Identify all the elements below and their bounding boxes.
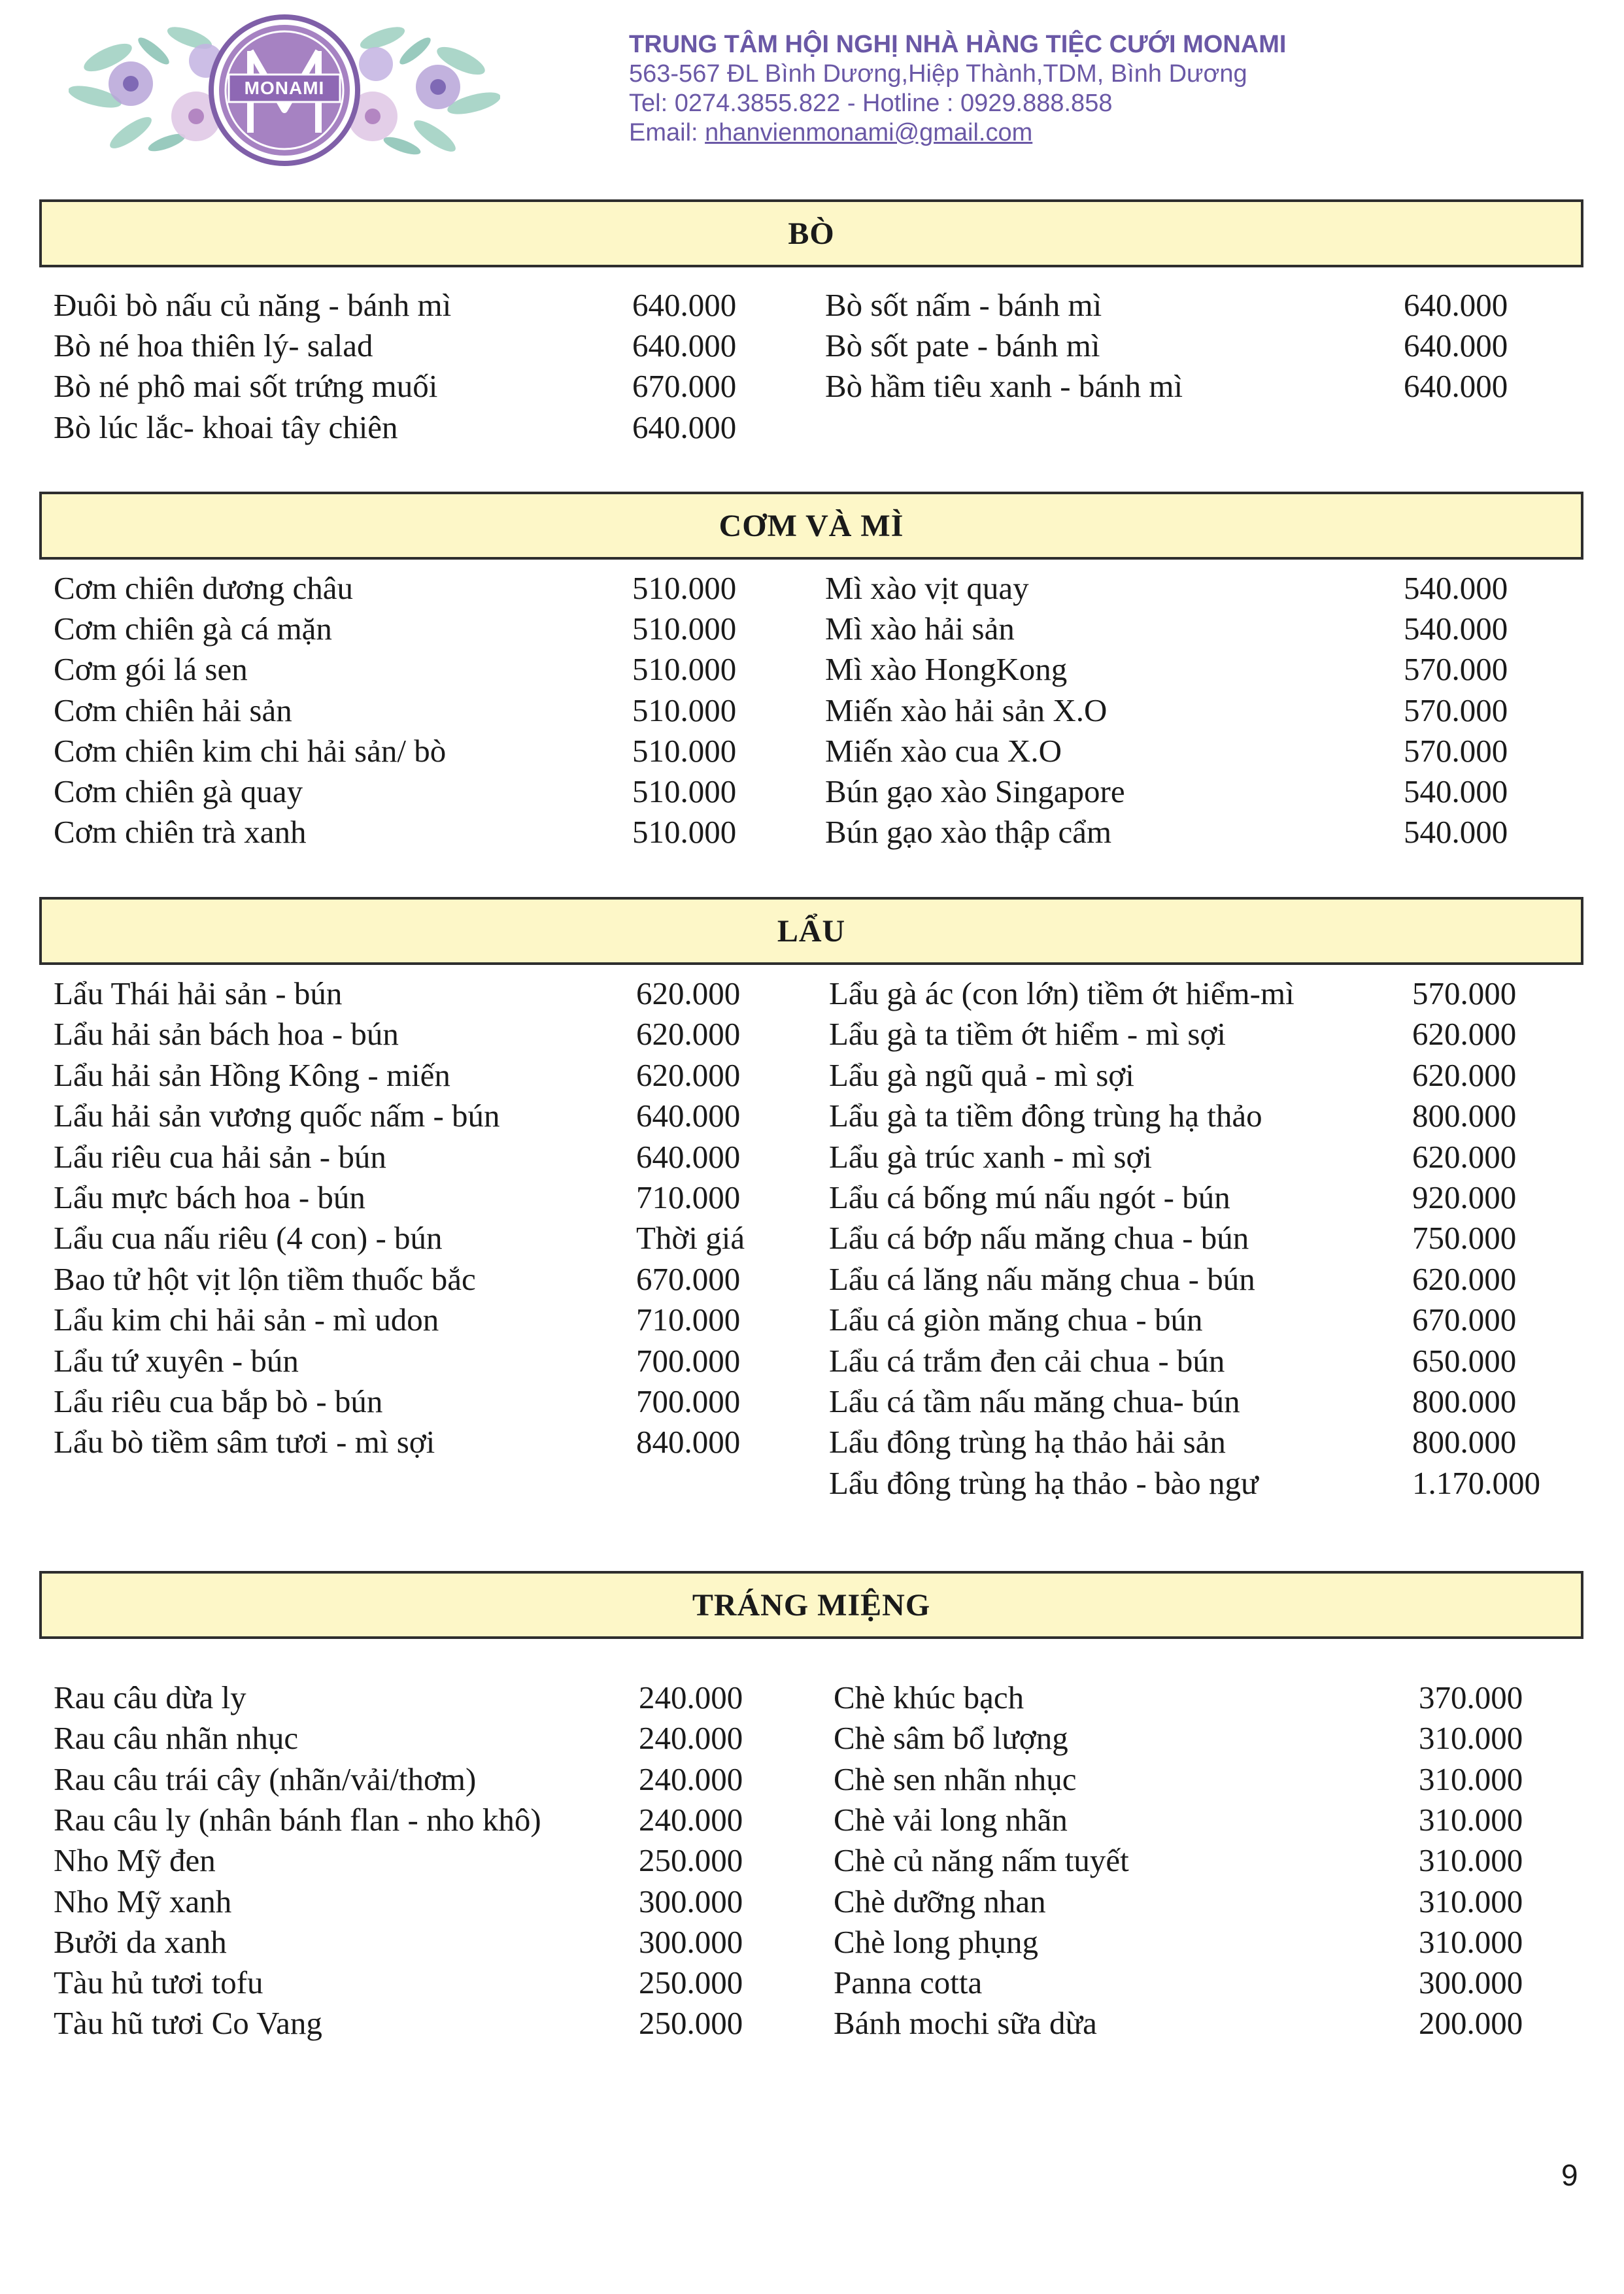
menu-item-name: Bao tử hột vịt lộn tiềm thuốc bắc (54, 1261, 476, 1297)
menu-item-price: 700.000 (636, 1383, 741, 1419)
menu-item-name: Lẩu cá trắm đen cải chua - bún (829, 1343, 1225, 1379)
menu-item-price: 920.000 (1412, 1179, 1517, 1215)
email-link[interactable]: nhanvienmonami@gmail.com (705, 119, 1033, 146)
menu-item-price: 620.000 (1412, 1139, 1517, 1175)
menu-item-name: Bò hầm tiêu xanh - bánh mì (825, 368, 1183, 404)
menu-item-name: Bưởi da xanh (54, 1924, 227, 1960)
menu-item-price: 570.000 (1404, 733, 1508, 769)
menu-item-price: 310.000 (1419, 1883, 1523, 1919)
menu-item-name: Bò sốt pate - bánh mì (825, 328, 1100, 363)
menu-item-name: Lẩu hải sản vương quốc nấm - bún (54, 1098, 500, 1134)
menu-item-name: Panna cotta (834, 1965, 983, 2000)
menu-item-price: 710.000 (636, 1302, 741, 1338)
section-banner-lau: LẨU (39, 897, 1583, 965)
menu-item-name: Lẩu cá giòn măng chua - bún (829, 1302, 1203, 1338)
menu-item-name: Mì xào HongKong (825, 651, 1068, 687)
menu-item-price: 670.000 (1412, 1302, 1517, 1338)
menu-item-name: Tàu hũ tươi Co Vang (54, 2005, 322, 2041)
menu-item-price: 310.000 (1419, 1802, 1523, 1838)
page-number: 9 (1561, 2158, 1578, 2192)
menu-item-name: Lẩu hải sản Hồng Kông - miến (54, 1057, 450, 1093)
menu-item-name: Lẩu cá bớp nấu măng chua - bún (829, 1220, 1249, 1256)
menu-item-price: 800.000 (1412, 1424, 1517, 1460)
menu-item-name: Lẩu đông trùng hạ thảo hải sản (829, 1424, 1226, 1460)
menu-item-price: 310.000 (1419, 1842, 1523, 1878)
menu-item-name: Lẩu mực bách hoa - bún (54, 1179, 365, 1215)
section-banner-com-va-mi: CƠM VÀ MÌ (39, 492, 1583, 560)
menu-item-name: Chè sâm bổ lượng (834, 1720, 1068, 1756)
menu-item-name: Chè khúc bạch (834, 1679, 1024, 1715)
menu-item-price: 620.000 (636, 1016, 741, 1052)
menu-item-price: 540.000 (1404, 611, 1508, 647)
menu-item-price: 640.000 (1404, 287, 1508, 323)
menu-item-price: 200.000 (1419, 2005, 1523, 2041)
menu-item-price: 300.000 (1419, 1965, 1523, 2000)
menu-item-name: Lẩu đông trùng hạ thảo - bào ngư (829, 1465, 1259, 1501)
menu-item-price: 510.000 (632, 773, 737, 809)
menu-item-price: 240.000 (639, 1802, 743, 1838)
menu-item-price: 640.000 (1404, 368, 1508, 404)
menu-item-name: Lẩu bò tiềm sâm tươi - mì sợi (54, 1424, 435, 1460)
logo-text: MONAMI (244, 78, 325, 98)
menu-item-name: Lẩu gà ta tiềm ớt hiểm - mì sợi (829, 1016, 1226, 1052)
menu-item-name: Miến xào cua X.O (825, 733, 1062, 769)
menu-item-name: Bò né hoa thiên lý- salad (54, 328, 373, 363)
menu-item-name: Chè vải long nhãn (834, 1802, 1068, 1838)
menu-item-price: 250.000 (639, 2005, 743, 2041)
menu-item-name: Lẩu cá bống mú nấu ngót - bún (829, 1179, 1230, 1215)
menu-item-name: Miến xào hải sản X.O (825, 692, 1108, 728)
menu-item-name: Lẩu gà trúc xanh - mì sợi (829, 1139, 1152, 1175)
menu-item-name: Lẩu tứ xuyên - bún (54, 1343, 299, 1379)
menu-item-price: 310.000 (1419, 1761, 1523, 1797)
menu-item-price: 570.000 (1404, 692, 1508, 728)
menu-item-name: Lẩu gà ác (con lớn) tiềm ớt hiểm-mì (829, 975, 1294, 1011)
menu-item-name: Mì xào hải sản (825, 611, 1015, 647)
menu-item-price: 570.000 (1412, 975, 1517, 1011)
menu-item-price: 650.000 (1412, 1343, 1517, 1379)
menu-item-price: 840.000 (636, 1424, 741, 1460)
menu-item-name: Lẩu cá lăng nấu măng chua - bún (829, 1261, 1255, 1297)
menu-item-name: Nho Mỹ đen (54, 1842, 216, 1878)
menu-item-price: 240.000 (639, 1761, 743, 1797)
menu-item-name: Bún gạo xào thập cẩm (825, 814, 1112, 850)
menu-item-name: Chè củ năng nấm tuyết (834, 1842, 1129, 1878)
menu-item-name: Chè dưỡng nhan (834, 1883, 1046, 1919)
menu-item-name: Đuôi bò nấu củ năng - bánh mì (54, 287, 452, 323)
menu-item-name: Rau câu trái cây (nhãn/vải/thơm) (54, 1761, 477, 1797)
venue-email-line (629, 118, 1286, 148)
menu-item-price: 300.000 (639, 1924, 743, 1960)
section-banner-bo: BÒ (39, 199, 1583, 267)
menu-item-price: 1.170.000 (1412, 1465, 1540, 1501)
menu-item-price: 700.000 (636, 1343, 741, 1379)
menu-item-name: Lẩu riêu cua bắp bò - bún (54, 1383, 383, 1419)
menu-item-price: 310.000 (1419, 1720, 1523, 1756)
menu-item-price: 670.000 (632, 368, 737, 404)
menu-item-name: Rau câu nhãn nhục (54, 1720, 299, 1756)
menu-item-name: Cơm chiên dương châu (54, 570, 354, 606)
menu-item-name: Lẩu gà ngũ quả - mì sợi (829, 1057, 1134, 1093)
contact-block (629, 30, 1286, 148)
menu-item-price: 570.000 (1404, 651, 1508, 687)
menu-item-price: 370.000 (1419, 1679, 1523, 1715)
menu-item-price: 540.000 (1404, 773, 1508, 809)
venue-address: 563-567 ĐL Bình Dương,Hiệp Thành,TDM, Bình Dương (629, 60, 1247, 88)
menu-item-name: Bò né phô mai sốt trứng muối (54, 368, 438, 404)
menu-item-price: 510.000 (632, 611, 737, 647)
menu-item-name: Bò lúc lắc- khoai tây chiên (54, 409, 398, 445)
menu-item-name: Tàu hủ tươi tofu (54, 1965, 263, 2000)
menu-item-name: Cơm chiên gà cá mặn (54, 611, 332, 647)
menu-item-price: 640.000 (632, 409, 737, 445)
menu-item-name: Lẩu cua nấu riêu (4 con) - bún (54, 1220, 443, 1256)
menu-item-price: 300.000 (639, 1883, 743, 1919)
menu-item-name: Rau câu ly (nhân bánh flan - nho khô) (54, 1802, 541, 1838)
menu-item-name: Lẩu gà ta tiềm đông trùng hạ thảo (829, 1098, 1262, 1134)
menu-item-name: Bánh mochi sữa dừa (834, 2005, 1097, 2041)
menu-item-price: 620.000 (636, 975, 741, 1011)
menu-item-price: 640.000 (636, 1139, 741, 1175)
menu-item-name: Chè long phụng (834, 1924, 1039, 1960)
menu-item-price: 620.000 (1412, 1057, 1517, 1093)
menu-item-price: 800.000 (1412, 1383, 1517, 1419)
section-banner-trang-mieng: TRÁNG MIỆNG (39, 1571, 1583, 1639)
menu-item-name: Rau câu dừa ly (54, 1679, 246, 1715)
menu-item-name: Lẩu cá tầm nấu măng chua- bún (829, 1383, 1240, 1419)
menu-item-price: 310.000 (1419, 1924, 1523, 1960)
venue-phone: Tel: 0274.3855.822 - Hotline : 0929.888.858 (629, 90, 1113, 117)
menu-item-price: 620.000 (1412, 1016, 1517, 1052)
menu-item-price: 510.000 (632, 692, 737, 728)
menu-item-price: 620.000 (636, 1057, 741, 1093)
menu-item-name: Cơm chiên kim chi hải sản/ bò (54, 733, 447, 769)
menu-item-name: Lẩu kim chi hải sản - mì udon (54, 1302, 439, 1338)
menu-item-price: 240.000 (639, 1720, 743, 1756)
venue-title: TRUNG TÂM HỘI NGHỊ NHÀ HÀNG TIỆC CƯỚI MONAMI (629, 31, 1287, 58)
menu-item-name: Bò sốt nấm - bánh mì (825, 287, 1102, 323)
email-label: Email: (629, 119, 705, 146)
menu-item-price: 750.000 (1412, 1220, 1517, 1256)
menu-item-name: Cơm gói lá sen (54, 651, 248, 687)
menu-item-price: 640.000 (632, 287, 737, 323)
menu-item-name: Mì xào vịt quay (825, 570, 1029, 606)
menu-item-name: Cơm chiên gà quay (54, 773, 303, 809)
menu-item-price: 670.000 (636, 1261, 741, 1297)
menu-item-name: Lẩu riêu cua hải sản - bún (54, 1139, 386, 1175)
menu-item-price: 640.000 (636, 1098, 741, 1134)
menu-item-price: 640.000 (1404, 328, 1508, 363)
menu-item-price: 620.000 (1412, 1261, 1517, 1297)
menu-item-price: 540.000 (1404, 814, 1508, 850)
menu-item-price: Thời giá (636, 1220, 745, 1256)
menu-item-price: 510.000 (632, 570, 737, 606)
menu-item-name: Lẩu hải sản bách hoa - bún (54, 1016, 399, 1052)
menu-item-price: 640.000 (632, 328, 737, 363)
menu-item-name: Bún gạo xào Singapore (825, 773, 1125, 809)
menu-item-price: 510.000 (632, 733, 737, 769)
menu-item-price: 540.000 (1404, 570, 1508, 606)
menu-item-name: Chè sen nhãn nhục (834, 1761, 1077, 1797)
menu-item-price: 510.000 (632, 814, 737, 850)
menu-item-price: 250.000 (639, 1842, 743, 1878)
menu-item-price: 250.000 (639, 1965, 743, 2000)
menu-item-price: 710.000 (636, 1179, 741, 1215)
menu-item-name: Cơm chiên hải sản (54, 692, 292, 728)
menu-item-name: Nho Mỹ xanh (54, 1883, 232, 1919)
menu-item-price: 510.000 (632, 651, 737, 687)
menu-item-name: Cơm chiên trà xanh (54, 814, 307, 850)
menu-item-price: 800.000 (1412, 1098, 1517, 1134)
monami-logo (69, 12, 500, 169)
menu-item-price: 240.000 (639, 1679, 743, 1715)
menu-item-name: Lẩu Thái hải sản - bún (54, 975, 343, 1011)
